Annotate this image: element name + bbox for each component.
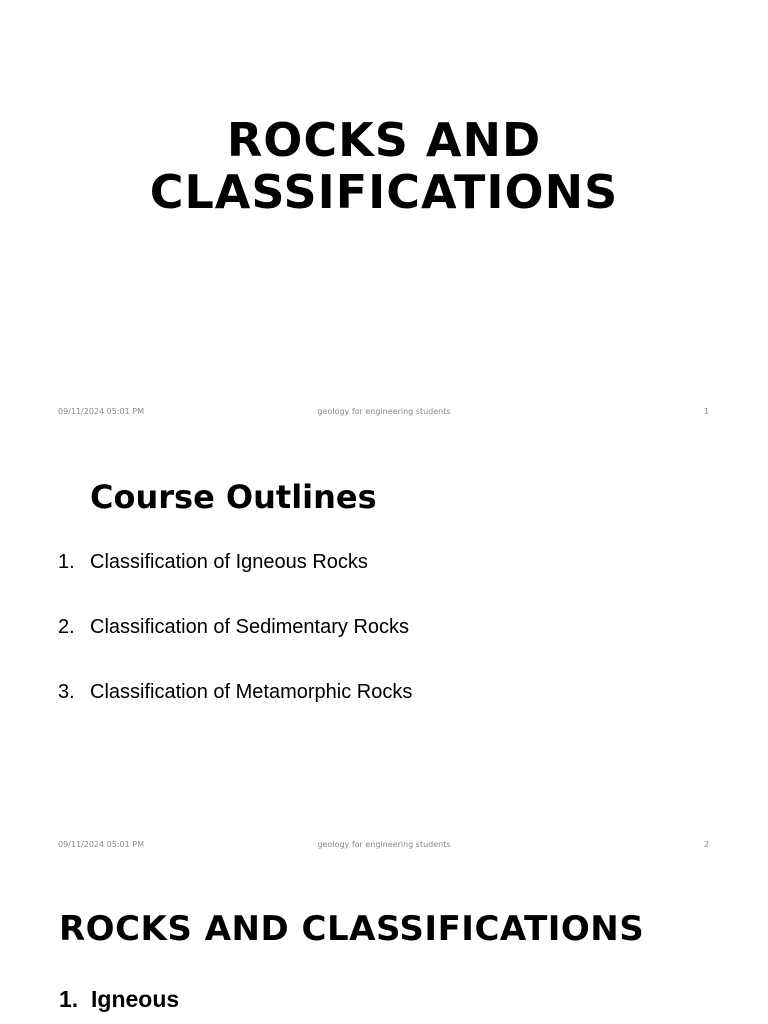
list-item-text: Classification of Sedimentary Rocks — [90, 616, 410, 638]
footer-text: geology for engineering students — [317, 407, 451, 416]
footer-page-number: 1 — [703, 407, 709, 416]
slide-title — [0, 114, 768, 218]
list-item-number: 1. — [58, 551, 75, 573]
course-outline-list — [58, 547, 412, 742]
slide-title-line-2: CLASSIFICATIONS — [149, 165, 619, 219]
slide-3 — [0, 866, 768, 1024]
slide-footer — [0, 407, 768, 419]
list-item-text: Classification of Metamorphic Rocks — [90, 681, 413, 703]
slide-1 — [0, 0, 768, 433]
list-item — [58, 677, 412, 742]
course-outlines-heading: Course Outlines — [90, 478, 377, 516]
list-item-text: Classification of Igneous Rocks — [90, 551, 368, 573]
footer-date: 09/11/2024 05:01 PM — [58, 840, 144, 849]
list-item-number: 3. — [58, 681, 75, 703]
subheading-igneous — [59, 984, 179, 1014]
subheading-text: Igneous — [91, 986, 180, 1012]
slide-2 — [0, 433, 768, 866]
footer-text: geology for engineering students — [317, 840, 451, 849]
footer-date: 09/11/2024 05:01 PM — [58, 407, 144, 416]
slide-title-line-1: ROCKS AND — [226, 113, 542, 167]
list-item-number: 2. — [58, 616, 75, 638]
subheading-number: 1. — [59, 986, 79, 1012]
slide-heading: ROCKS AND CLASSIFICATIONS — [59, 909, 645, 949]
list-item — [58, 547, 412, 612]
list-item — [58, 612, 412, 677]
footer-page-number: 2 — [703, 840, 709, 849]
slide-footer — [0, 840, 768, 852]
